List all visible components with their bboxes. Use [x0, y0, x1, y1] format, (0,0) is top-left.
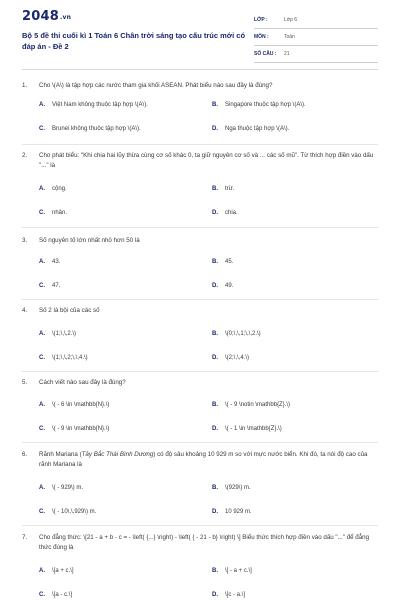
meta-key: LỚP : [254, 17, 268, 23]
meta-row-count [254, 46, 378, 63]
question-divider [22, 144, 378, 145]
question-divider [22, 227, 378, 228]
question-divider [22, 442, 378, 443]
option-text: \( - 929\) m. [52, 485, 84, 491]
option-a[interactable] [39, 402, 199, 408]
options [22, 259, 378, 303]
option-text: chia. [225, 210, 238, 216]
option-a[interactable] [39, 485, 199, 491]
option-a[interactable] [39, 568, 199, 574]
question-7 [22, 533, 378, 600]
option-letter: D. [212, 509, 218, 515]
logo-text: 2048 [22, 9, 59, 24]
question-text: Cách viết nào sau đây là đúng? [39, 379, 126, 386]
option-text: 43. [52, 259, 61, 265]
option-text: \(929\) m. [225, 485, 251, 491]
site-logo[interactable] [22, 9, 71, 24]
option-letter: D. [212, 355, 218, 361]
document-title: Bộ 5 đề thi cuối kì 1 Toán 6 Chân trời sáng tạo cấu trúc mới có đáp án - Đề 2 [22, 31, 246, 51]
meta-value: Toán [284, 34, 295, 40]
question-number: 2. [22, 152, 28, 159]
meta-row-subject [254, 29, 378, 46]
option-letter: B. [212, 102, 218, 108]
option-letter: D. [212, 426, 218, 432]
option-letter: B. [212, 186, 218, 192]
question-head [22, 533, 378, 553]
question-text [39, 450, 378, 470]
option-letter: A. [39, 568, 45, 574]
question-divider [22, 525, 378, 526]
option-c[interactable] [39, 210, 199, 216]
option-letter: A. [39, 485, 45, 491]
question-text: Số 2 là bội của các số [39, 307, 100, 314]
question-head [22, 378, 378, 388]
option-text: \( - 9 \in \mathbb{N}.\) [52, 426, 110, 432]
option-text: \[c - a.\] [225, 592, 246, 598]
option-letter: C. [39, 283, 45, 289]
question-text-pre: Rãnh Mariana ( [39, 451, 82, 458]
question-number: 3. [22, 237, 28, 244]
option-b[interactable] [212, 568, 372, 574]
question-text: Cho \(A\) là tập hợp các nước tham gia khối ASEAN. Phát biểu nào sau đây là đúng? [39, 82, 273, 89]
option-a[interactable] [39, 331, 199, 337]
options [22, 331, 378, 375]
question-head [22, 450, 378, 470]
option-letter: C. [39, 210, 45, 216]
option-d[interactable] [212, 355, 372, 361]
option-text: \(2;\,\,4.\) [225, 355, 250, 361]
option-text: Singapore thuộc tập hợp \(A\). [225, 102, 306, 108]
option-text: Việt Nam không thuộc tập hợp \(A\). [52, 102, 148, 108]
question-1 [22, 81, 378, 146]
option-a[interactable] [39, 102, 199, 108]
option-d[interactable] [212, 592, 372, 598]
option-d[interactable] [212, 126, 372, 132]
meta-row-class [254, 12, 378, 29]
meta-value: 21 [284, 51, 290, 57]
option-d[interactable] [212, 210, 372, 216]
option-c[interactable] [39, 592, 199, 598]
option-letter: B. [212, 485, 218, 491]
option-c[interactable] [39, 509, 199, 515]
option-text: 49. [225, 283, 234, 289]
option-c[interactable] [39, 126, 199, 132]
option-text: cộng. [52, 186, 67, 192]
option-text: \(1;\,\,2;\,\,4.\) [52, 355, 88, 361]
option-letter: C. [39, 592, 45, 598]
options [22, 186, 378, 230]
options [22, 102, 378, 146]
option-text: Nga thuộc tập hợp \(A\). [225, 126, 290, 132]
option-b[interactable] [212, 402, 372, 408]
option-a[interactable] [39, 259, 199, 265]
meta-value: Lớp 6 [284, 17, 298, 23]
option-text: \( - 9 \notin \mathbb{Z}.\) [225, 402, 291, 408]
options [22, 568, 378, 600]
option-letter: D. [212, 283, 218, 289]
option-b[interactable] [212, 186, 372, 192]
option-text: \( - 10\,\,929\) m. [52, 509, 97, 515]
option-letter: A. [39, 259, 45, 265]
question-number: 1. [22, 82, 28, 89]
option-letter: C. [39, 126, 45, 132]
option-letter: C. [39, 509, 45, 515]
question-3 [22, 236, 378, 303]
logo-tld: .vn [59, 14, 72, 21]
option-a[interactable] [39, 186, 199, 192]
option-letter: C. [39, 355, 45, 361]
question-5 [22, 378, 378, 446]
option-letter: B. [212, 568, 218, 574]
option-b[interactable] [212, 485, 372, 491]
question-6 [22, 450, 378, 529]
option-d[interactable] [212, 283, 372, 289]
option-text: \[a - c.\] [52, 592, 73, 598]
option-text: Brunei không thuộc tập hợp \(A\). [52, 126, 141, 132]
option-text: \(0;\,\,1;\,\,2.\) [225, 331, 261, 337]
question-text: Số nguyên tố lớn nhất nhỏ hơn 50 là [39, 237, 140, 244]
option-b[interactable] [212, 259, 372, 265]
option-letter: B. [212, 331, 218, 337]
options [22, 402, 378, 446]
option-text: 10 929 m. [225, 509, 252, 515]
option-letter: A. [39, 186, 45, 192]
header-divider [22, 69, 378, 70]
option-letter: D. [212, 210, 218, 216]
question-number: 4. [22, 307, 28, 314]
option-text: 45. [225, 259, 234, 265]
question-4 [22, 306, 378, 375]
option-text: \( - 1 \in \mathbb{Z}.\) [225, 426, 282, 432]
option-letter: B. [212, 402, 218, 408]
question-divider [22, 371, 378, 372]
question-divider [22, 299, 378, 300]
document-header [0, 0, 400, 66]
options [22, 485, 378, 529]
meta-table [254, 12, 378, 63]
question-2 [22, 151, 378, 230]
option-text: trừ. [225, 186, 235, 192]
question-head [22, 236, 378, 246]
option-text: \[a + c.\] [52, 568, 74, 574]
option-text: \(1;\,\,2.\) [52, 331, 77, 337]
option-text: \[ - a + c.\] [225, 568, 252, 574]
meta-key: MÔN : [254, 34, 269, 40]
question-head [22, 306, 378, 316]
option-d[interactable] [212, 509, 372, 515]
option-text: \( - 6 \in \mathbb{N}.\) [52, 402, 110, 408]
option-letter: A. [39, 402, 45, 408]
option-c[interactable] [39, 426, 199, 432]
question-head [22, 81, 378, 91]
option-d[interactable] [212, 426, 372, 432]
option-b[interactable] [212, 331, 372, 337]
question-head [22, 151, 378, 171]
option-letter: B. [212, 259, 218, 265]
option-text: nhân. [52, 210, 68, 216]
question-text: Cho phát biểu: "Khi chia hai lũy thừa cùng cơ số khác 0, ta giữ nguyên cơ số và ... các số mũ". Từ thích hợp điền vào dấu "..." là [39, 152, 374, 169]
question-text-post: ) có độ sâu khoảng 10 929 m so với mực nước biển. Khi đó, ta nói độ cao của rãnh Mariana là [39, 451, 368, 468]
option-letter: A. [39, 331, 45, 337]
option-b[interactable] [212, 102, 372, 108]
meta-key: SỐ CÂU : [254, 51, 277, 57]
option-c[interactable] [39, 283, 199, 289]
option-text: 47. [52, 283, 61, 289]
question-number: 7. [22, 534, 28, 541]
question-number: 6. [22, 451, 28, 458]
question-text-italic: Tây Bắc Thái Bình Dương [81, 451, 154, 458]
option-letter: D. [212, 592, 218, 598]
option-c[interactable] [39, 355, 199, 361]
question-number: 5. [22, 379, 28, 386]
option-letter: C. [39, 426, 45, 432]
option-letter: A. [39, 102, 45, 108]
question-text: Cho đẳng thức: \[21 - a + b - c = - \left( {...} \right) - \left( { - 21 - b} \right) \] Biểu thức thích hợp điền vào dấu "..." để đẳng thức đúng là [39, 534, 370, 551]
option-letter: D. [212, 126, 218, 132]
